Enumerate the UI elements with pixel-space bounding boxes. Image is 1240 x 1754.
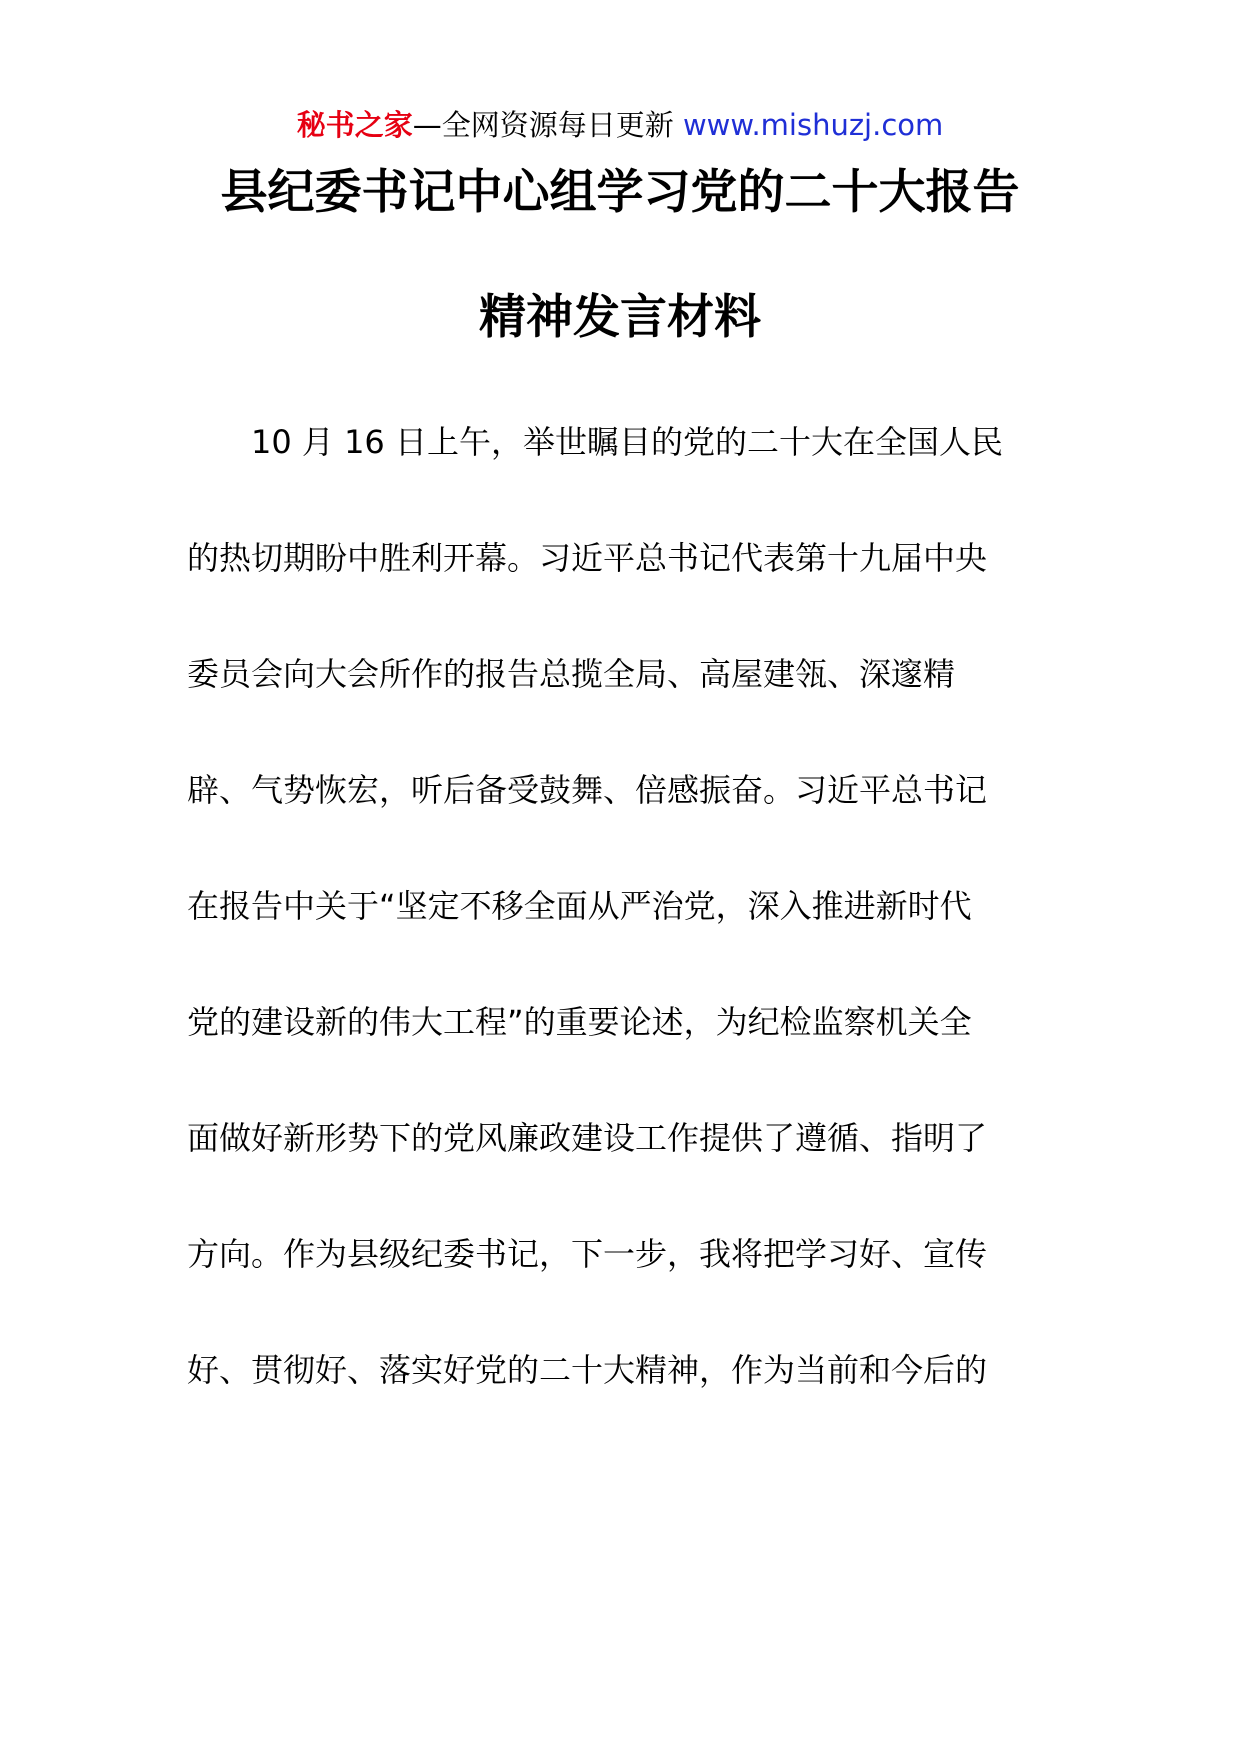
body-line-7: 面做好新形势下的党风廉政建设工作提供了遵循、指明了 [187, 1119, 988, 1157]
brand-name: 秘书之家 [296, 108, 413, 142]
body-line-2: 的热切期盼中胜利开幕。习近平总书记代表第十九届中央 [187, 539, 988, 577]
body-line-9: 好、贯彻好、落实好党的二十大精神，作为当前和今后的 [187, 1351, 988, 1389]
body-line-1: 10 月 16 日上午，举世瞩目的党的二十大在全国人民 [187, 423, 1003, 461]
site-header [0, 100, 1240, 150]
body-line-5: 在报告中关于“坚定不移全面从严治党，深入推进新时代 [187, 887, 972, 925]
header-slogan: —全网资源每日更新 [412, 108, 674, 142]
body-line-8: 方向。作为县级纪委书记，下一步，我将把学习好、宣传 [187, 1235, 988, 1273]
document-title-line-2: 精神发言材料 [479, 290, 761, 345]
document-title-line-1: 县纪委书记中心组学习党的二十大报告 [220, 165, 1020, 220]
site-url-link[interactable]: www.mishuzj.com [682, 108, 944, 142]
body-line-4: 辟、气势恢宏，听后备受鼓舞、倍感振奋。习近平总书记 [187, 771, 988, 809]
body-line-6: 党的建设新的伟大工程”的重要论述，为纪检监察机关全 [187, 1003, 972, 1041]
body-line-3: 委员会向大会所作的报告总揽全局、高屋建瓴、深邃精 [187, 655, 956, 693]
